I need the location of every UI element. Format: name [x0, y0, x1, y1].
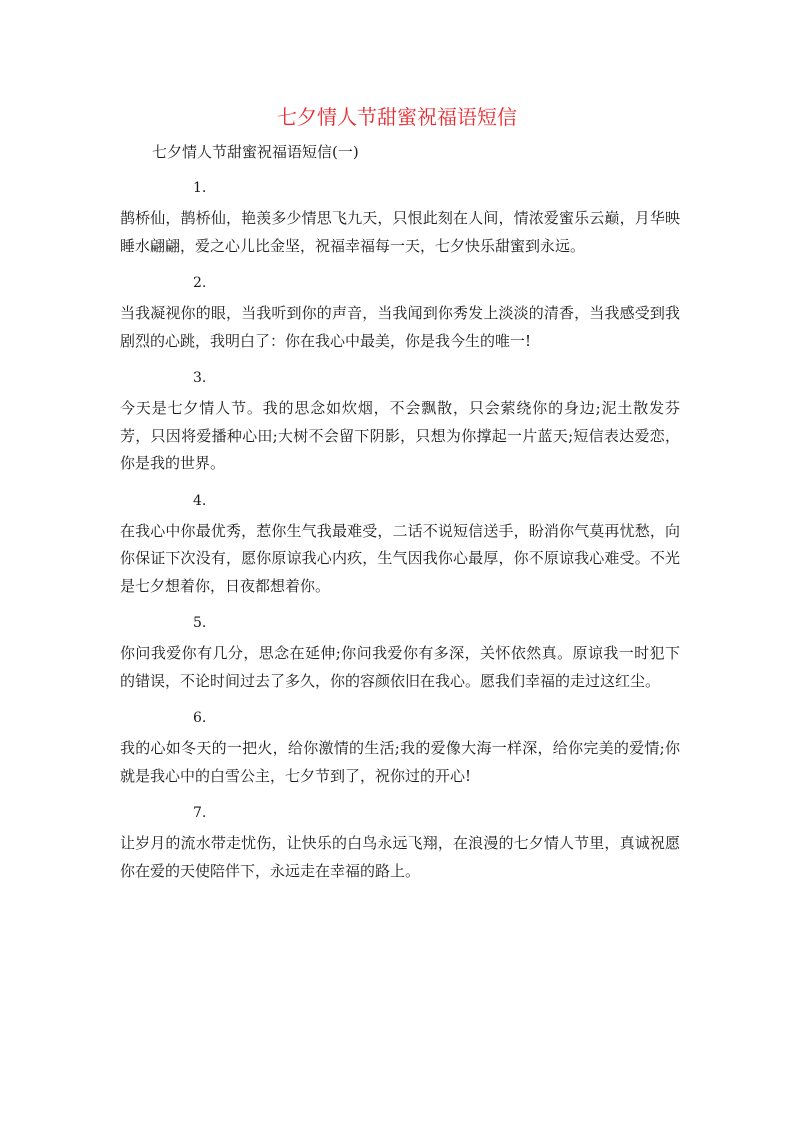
entry-text: 你问我爱你有几分，思念在延伸;你问我爱你有多深，关怀依然真。原谅我一时犯下的错误，不论时间过去了多久，你的容颜依旧在我心。愿我们幸福的走过这红尘。: [120, 644, 680, 690]
entry-text: 今天是七夕情人节。我的思念如炊烟，不会飘散，只会萦绕你的身边;泥土散发芬芳，只因将爱播种心田;大树不会留下阴影，只想为你撑起一片蓝天;短信表达爱恋，你是我的世界。: [120, 399, 680, 472]
list-item: [120, 708, 680, 790]
entry-number: 7.: [193, 805, 207, 821]
list-item: [120, 178, 680, 260]
entry-text: 我的心如冬天的一把火，给你激情的生活;我的爱像大海一样深，给你完美的爱情;你就是我心中的白雪公主，七夕节到了，祝你过的开心!: [120, 739, 680, 785]
entry-text: 当我凝视你的眼，当我听到你的声音，当我闻到你秀发上淡淡的清香，当我感受到我剧烈的心跳，我明白了：你在我心中最美，你是我今生的唯一!: [120, 304, 680, 350]
entry-number: 2.: [193, 275, 207, 291]
entry-number: 3.: [193, 370, 207, 386]
list-item: [120, 613, 680, 695]
section-heading: 七夕情人节甜蜜祝福语短信(一): [152, 143, 359, 161]
entry-number: 6.: [193, 710, 207, 726]
entry-number: 5.: [193, 615, 207, 631]
entry-text: 在我心中你最优秀，惹你生气我最难受，二话不说短信送手，盼消你气莫再忧愁，向你保证下次没有，愿你原谅我心内疚，生气因我你心最厚，你不原谅我心难受。不光是七夕想着你，日夜都想着你。: [120, 521, 680, 595]
list-item: [120, 273, 680, 355]
list-item: [120, 368, 680, 478]
document-title: 七夕情人节甜蜜祝福语短信: [277, 105, 517, 129]
entry-text: 让岁月的流水带走忧伤，让快乐的白鸟永远飞翔，在浪漫的七夕情人节里，真诚祝愿你在爱的天使陪伴下，永远走在幸福的路上。: [120, 834, 680, 880]
entry-number: 4.: [193, 492, 207, 509]
list-item: [120, 491, 680, 601]
list-item: [120, 803, 680, 885]
entry-number: 1.: [193, 180, 207, 196]
entry-text: 鹊桥仙，鹊桥仙，艳羡多少情思飞九天，只恨此刻在人间，情浓爱蜜乐云巅，月华映睡水翩翩，爱之心儿比金坚，祝福幸福每一天，七夕快乐甜蜜到永远。: [120, 209, 680, 255]
message-list: [120, 178, 680, 898]
